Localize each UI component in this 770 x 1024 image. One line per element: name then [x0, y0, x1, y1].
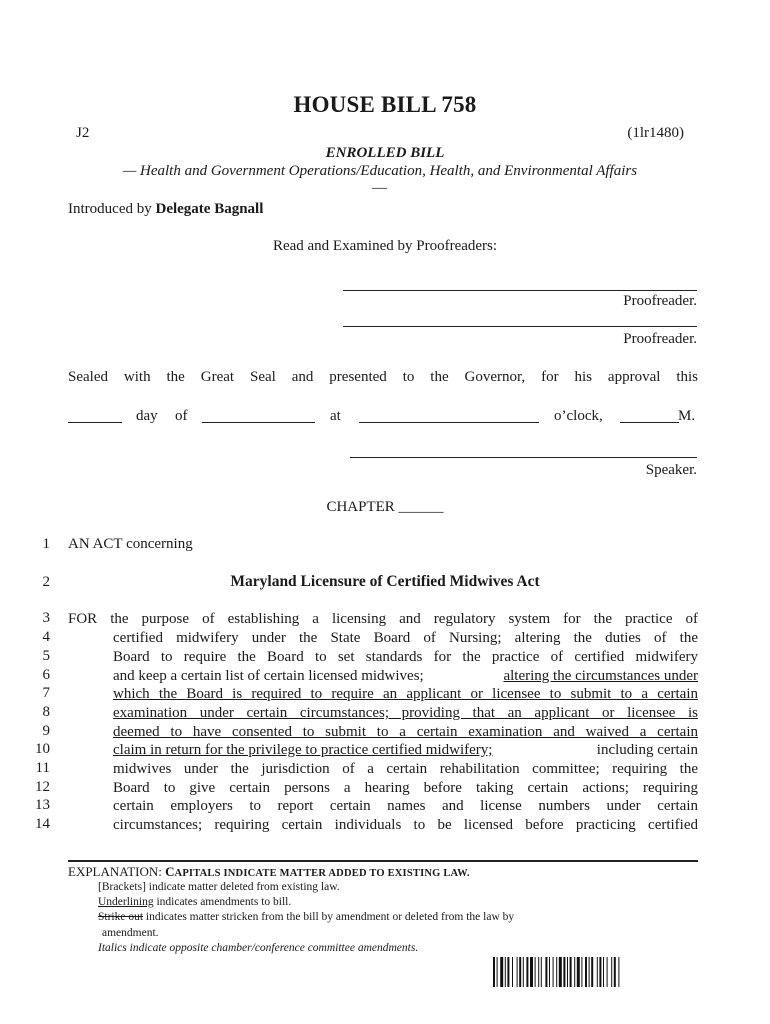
- introduced-prefix: Introduced by: [68, 201, 152, 217]
- m-word: M.: [678, 408, 696, 424]
- body-line-plain: including certain: [596, 742, 698, 758]
- proofreader-label-1: Proofreader.: [623, 293, 697, 309]
- meridiem-blank: [620, 408, 679, 423]
- line-number: 11: [35, 760, 50, 776]
- of-word: of: [175, 408, 188, 424]
- explanation-underlining: [98, 896, 291, 908]
- act-title: Maryland Licensure of Certified Midwives Act: [230, 573, 540, 590]
- at-word: at: [330, 408, 341, 424]
- body-line: circumstances; requiring certain individuals to be licensed before practicing certified: [113, 817, 698, 833]
- bill-code: J2: [76, 125, 90, 141]
- proofreader-signature-line-1: [343, 290, 697, 291]
- act-concerning: AN ACT concerning: [68, 536, 193, 552]
- read-examined-label: Read and Examined by Proofreaders:: [272, 238, 498, 254]
- body-line-plain: and keep a certain list of certain licensed midwives;: [113, 668, 424, 684]
- line-number: 5: [42, 648, 50, 664]
- strike-word: Strike out: [98, 911, 144, 923]
- brackets-text: indicate matter deleted from existing law.: [148, 881, 340, 893]
- body-line: FOR the purpose of establishing a licensing and regulatory system for the practice of: [68, 611, 698, 627]
- brackets-word: [Brackets]: [98, 881, 146, 893]
- line-number: 2: [42, 574, 50, 590]
- body-line: certified midwifery under the State Board of Nursing; altering the duties of the: [113, 630, 698, 646]
- speaker-signature-line: [350, 457, 697, 458]
- body-line-amendment: claim in return for the privilege to practice certified midwifery;: [113, 742, 493, 758]
- explanation-header: [68, 864, 470, 880]
- introduced-by: [68, 201, 263, 218]
- line-number: 1: [42, 536, 50, 552]
- line-number: 7: [42, 685, 50, 701]
- line-number: 10: [35, 741, 50, 757]
- bill-title: HOUSE BILL 758: [293, 92, 477, 117]
- capitals-rest: APITALS INDICATE MATTER ADDED TO EXISTING LAW.: [174, 868, 470, 879]
- chapter-label: CHAPTER ______: [326, 499, 444, 515]
- explanation-label: EXPLANATION:: [68, 864, 162, 879]
- barcode-image: [493, 957, 679, 987]
- explanation-italics: Italics indicate opposite chamber/conference committee amendments.: [98, 942, 419, 954]
- body-line: certain employers to report certain names and license numbers under certain: [113, 798, 698, 814]
- enrolled-label: ENROLLED BILL: [325, 145, 445, 161]
- sponsor-name: Delegate Bagnall: [155, 201, 264, 217]
- body-line: midwives under the jurisdiction of a certain rehabilitation committee; requiring the: [113, 761, 698, 777]
- line-number: 8: [42, 704, 50, 720]
- day-word: day: [136, 408, 158, 424]
- strike-text: indicates matter stricken from the bill by amendment or deleted from the law by: [145, 911, 515, 923]
- sealed-statement: Sealed with the Great Seal and presented to the Governor, for his approval this: [68, 369, 698, 385]
- body-line: Board to require the Board to set standards for the practice of certified midwifery: [113, 649, 698, 665]
- explanation-strike: [98, 911, 514, 923]
- date-time-row: [68, 408, 698, 428]
- proofreader-signature-line-2: [343, 326, 697, 327]
- oclock-word: o’clock,: [554, 408, 603, 424]
- explanation-brackets: [98, 881, 340, 893]
- body-line-amendment: which the Board is required to require an applicant or licensee to submit to a certain: [113, 686, 698, 702]
- line-number: 3: [42, 610, 50, 626]
- capitals-initial: C: [165, 864, 175, 879]
- month-blank: [202, 408, 315, 423]
- body-line-mixed: [113, 741, 698, 760]
- body-line-amendment: examination under certain circumstances; providing that an applicant or licensee is: [113, 705, 698, 721]
- document-number: (1lr1480): [627, 125, 684, 141]
- body-line-mixed: [113, 667, 698, 686]
- body-line: Board to give certain persons a hearing before taking certain actions; requiring: [113, 780, 698, 796]
- time-blank: [359, 408, 539, 423]
- proofreader-label-2: Proofreader.: [623, 331, 697, 347]
- line-number: 6: [42, 667, 50, 683]
- line-number: 9: [42, 723, 50, 739]
- line-number: 4: [42, 629, 50, 645]
- explanation-rule: [68, 860, 698, 862]
- underlining-text: indicates amendments to bill.: [156, 896, 292, 908]
- underlining-word: Underlining: [98, 896, 154, 908]
- body-line-amendment: altering the circumstances under: [503, 668, 698, 684]
- explanation-strike-continued: amendment.: [102, 927, 159, 939]
- speaker-label: Speaker.: [645, 462, 697, 478]
- line-number: 14: [35, 816, 50, 832]
- day-blank: [68, 408, 122, 423]
- line-number: 13: [35, 797, 50, 813]
- committee-dash: —: [372, 180, 387, 196]
- committee-line: — Health and Government Operations/Education, Health, and Environmental Affairs: [122, 163, 638, 179]
- line-number: 12: [35, 779, 50, 795]
- body-line-amendment: deemed to have consented to submit to a certain examination and waived a certain: [113, 724, 698, 740]
